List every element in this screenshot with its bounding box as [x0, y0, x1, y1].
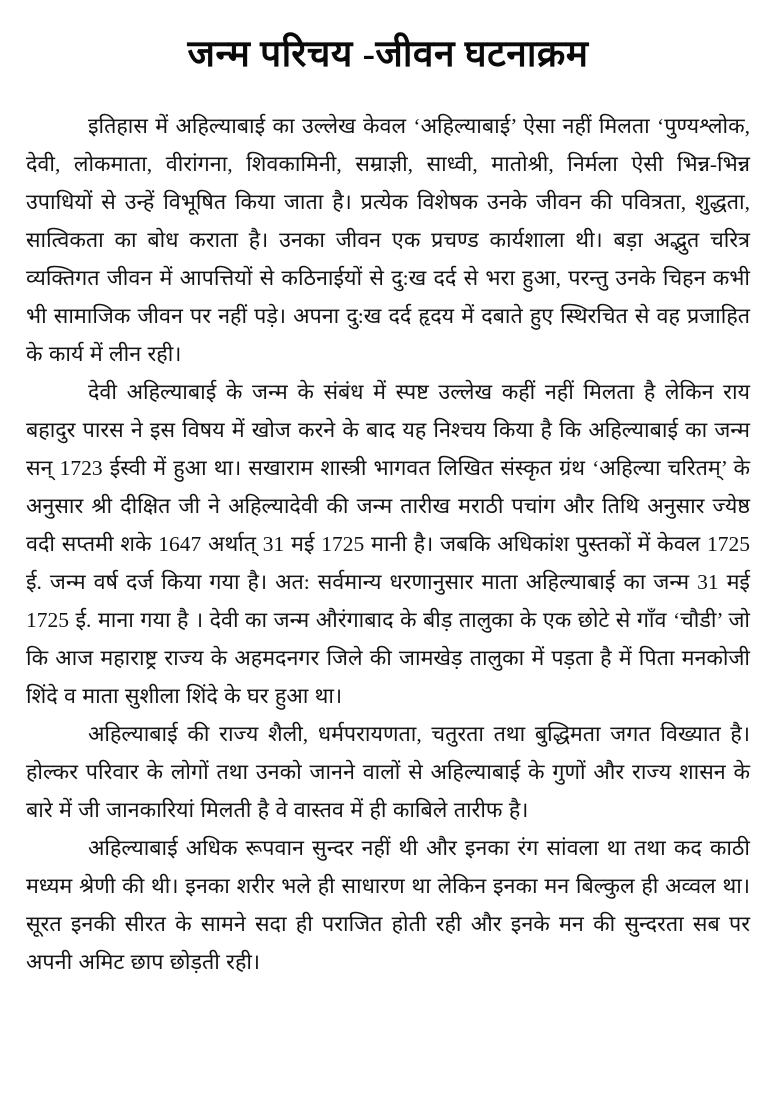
paragraph-3: अहिल्याबाई की राज्य शैली, धर्मपरायणता, चतुरता तथा बुद्धिमता जगत विख्यात है। होल्कर परिवार के लोगों तथा उनको जानने वालों से अहिल्याबाई के गुणों और राज्य शासन के बारे में जी जानकारियां मिलती है वे वास्तव में ही काबिले तारीफ है। [26, 722, 750, 822]
document-body [26, 107, 750, 981]
paragraph-2: देवी अहिल्याबाई के जन्म के संबंध में स्पष्ट उल्लेख कहीं नहीं मिलता है लेकिन राय बहादुर पारस ने इस विषय में खोज करने के बाद यह निश्चय किया है कि अहिल्याबाई का जन्म सन् 1723 ईस्वी में हुआ था। सखाराम शास्त्री भागवत लिखित संस्कृत ग्रंथ ‘अहिल्या चरितम्’ के अनुसार श्री दीक्षित जी ने अहिल्यादेवी की जन्म तारीख मराठी पचांग और तिथि अनुसार ज्येष्ठ वदी सप्तमी शके 1647 अर्थात् 31 मई 1725 मानी है। जबकि अधिकांश पुस्तकों में केवल 1725 ई. जन्म वर्ष दर्ज किया गया है। अत: सर्वमान्य धरणानुसार माता अहिल्याबाई का जन्म 31 मई 1725 ई. माना गया है । देवी का जन्म औरंगाबाद के बीड़ तालुका के एक छोटे से गाँव ‘चौडी’ जो कि आज महाराष्ट्र राज्य के अहमदनगर जिले की जामखेड़ तालुका में पड़ता है में पिता मनकोजी शिंदे व माता सुशीला शिंदे के घर हुआ था। [26, 380, 750, 708]
page-title: जन्म परिचय -जीवन घटनाक्रम [187, 34, 589, 75]
paragraph-4: अहिल्याबाई अधिक रूपवान सुन्दर नहीं थी और इनका रंग सांवला था तथा कद काठी मध्यम श्रेणी की थी। इनका शरीर भले ही साधारण था लेकिन इनका मन बिल्कुल ही अव्वल था। सूरत इनकी सीरत के सामने सदा ही पराजित होती रही और इनके मन की सुन्दरता सब पर अपनी अमिट छाप छोड़ती रही। [26, 836, 750, 974]
paragraph-1: इतिहास में अहिल्याबाई का उल्लेख केवल ‘अहिल्याबाई’ ऐसा नहीं मिलता ‘पुण्यश्लोक, देवी, लोकमाता, वीरांगना, शिवकामिनी, सम्राज्ञी, साध्वी, मातोश्री, निर्मला ऐसी भिन्न-भिन्न उपाधियों से उन्हें विभूषित किया जाता है। प्रत्येक विशेषक उनके जीवन की पवित्रता, शुद्धता, सात्विकता का बोध कराता है। उनका जीवन एक प्रचण्ड कार्यशाला थी। बड़ा अद्भुत चरित्र व्यक्तिगत जीवन में आपत्तियों से कठिनाईयों से दु:ख दर्द से भरा हुआ, परन्तु उनके चिहन कभी भी सामाजिक जीवन पर नहीं पड़े। अपना दु:ख दर्द हृदय में दबाते हुए स्थिरचित से वह प्रजाहित के कार्य में लीन रही। [26, 114, 750, 366]
